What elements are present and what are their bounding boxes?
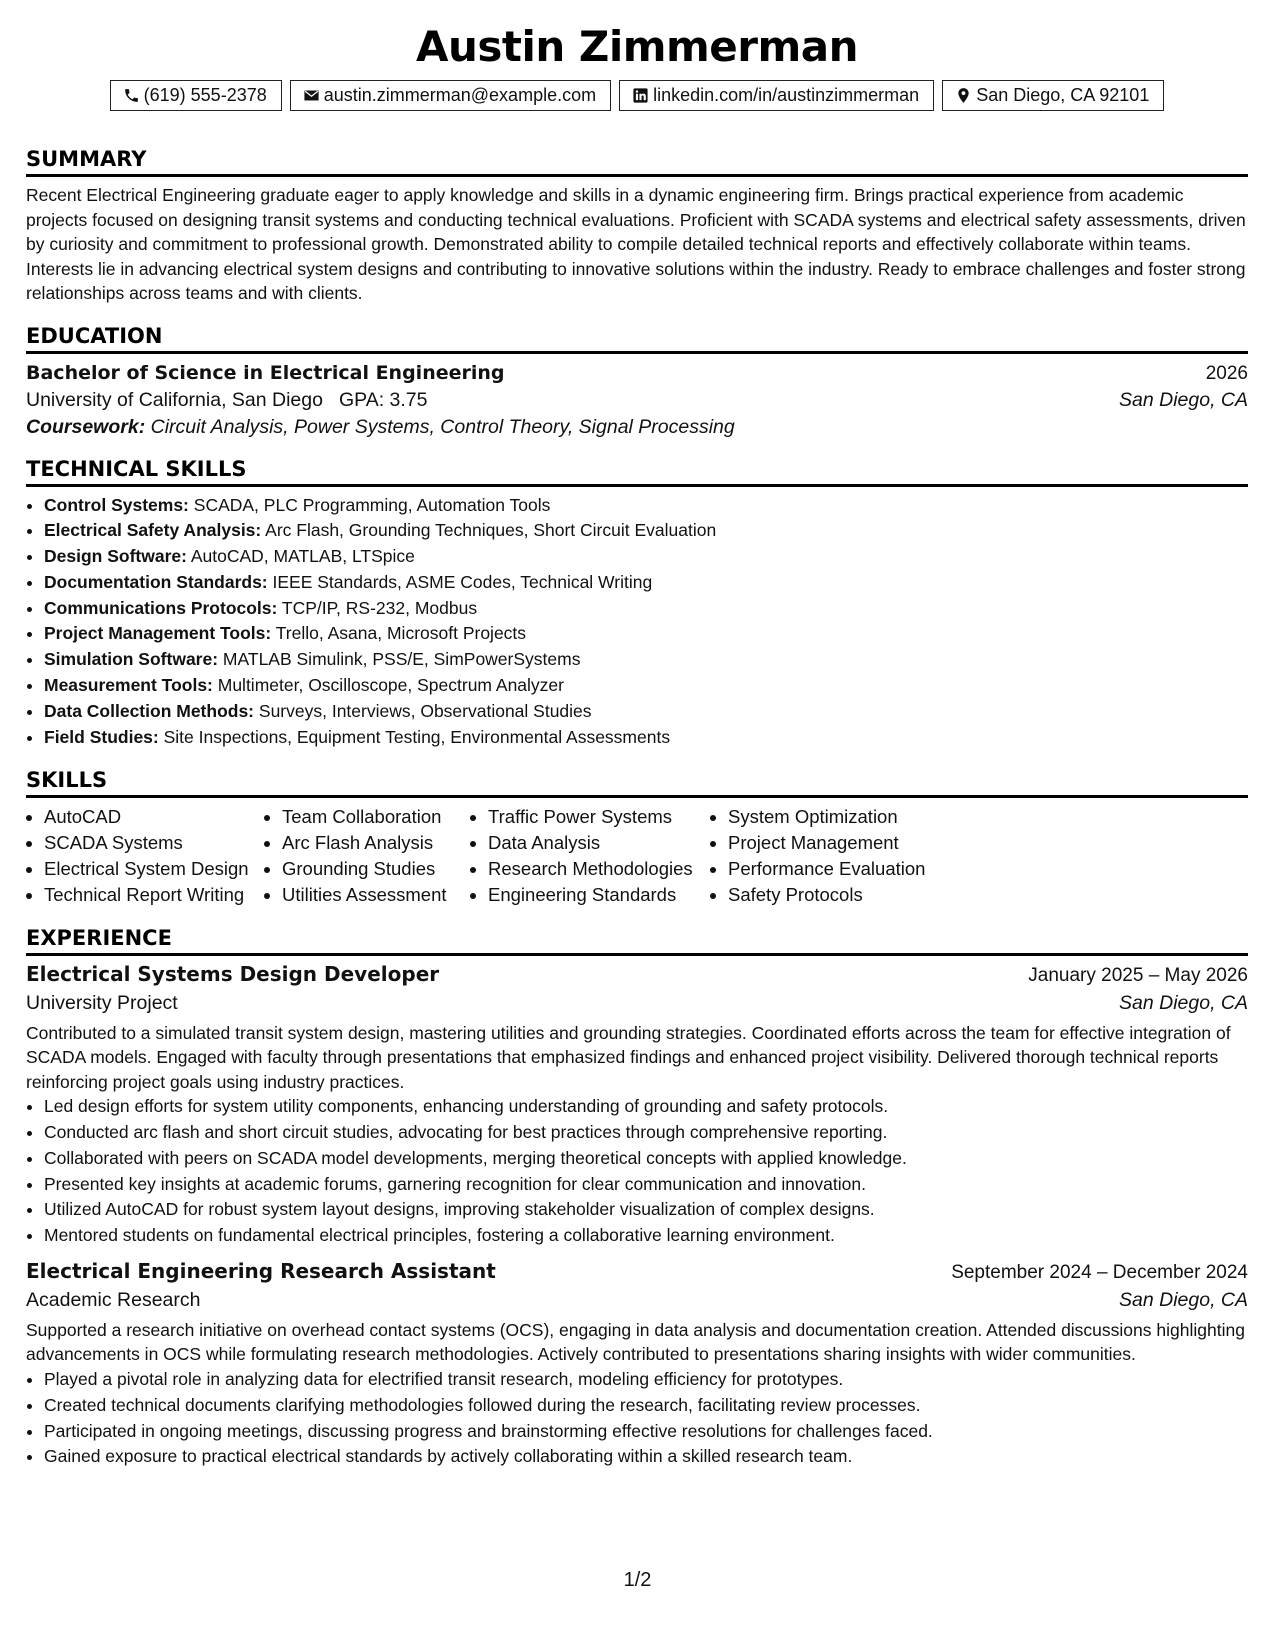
section-title-education: EDUCATION [26, 324, 1248, 354]
list-item: • Utilities Assessment [282, 882, 470, 908]
map-marker-icon [955, 87, 972, 104]
location-text: San Diego, CA 92101 [976, 85, 1150, 105]
phone-icon [123, 87, 140, 104]
job-bullets [26, 1367, 1248, 1470]
phone-text: (619) 555-2378 [143, 85, 267, 105]
list-item: • Created technical documents clarifying methodologies followed during the research, facilitating review processes. [44, 1393, 1248, 1419]
technical-skills-list [26, 493, 1248, 751]
resume-page [26, 18, 1248, 1470]
list-item: • Field Studies: Site Inspections, Equipment Testing, Environmental Assessments [44, 725, 1248, 751]
coursework-list: Circuit Analysis, Power Systems, Control Theory, Signal Processing [150, 415, 735, 438]
list-item: • Communications Protocols: TCP/IP, RS-232, Modbus [44, 596, 1248, 622]
graduation-year: 2026 [1205, 362, 1248, 384]
job-dates: January 2025 – May 2026 [1028, 964, 1248, 986]
school-location: San Diego, CA [1119, 388, 1248, 411]
list-item: • Gained exposure to practical electrical standards by actively collaborating within a skilled research team. [44, 1444, 1248, 1470]
list-item: • Technical Report Writing [44, 882, 264, 908]
school-name: University of California, San Diego [26, 388, 323, 411]
envelope-icon [303, 87, 320, 104]
list-item: • Performance Evaluation [728, 856, 988, 882]
gpa: GPA: 3.75 [338, 388, 428, 411]
list-item: • Collaborated with peers on SCADA model developments, merging theoretical concepts with applied knowledge. [44, 1146, 1248, 1172]
education-school-row [26, 389, 1248, 412]
section-title-experience: EXPERIENCE [26, 926, 1248, 956]
list-item: • Mentored students on fundamental electrical principles, fostering a collaborative learning environment. [44, 1223, 1248, 1249]
job-org-row [26, 992, 1248, 1015]
list-item: • Utilized AutoCAD for robust system layout designs, improving stakeholder visualization of complex designs. [44, 1197, 1248, 1223]
summary-text: Recent Electrical Engineering graduate eager to apply knowledge and skills in a dynamic engineering firm. Brings practical experience from academic projects focused on designing transit systems and conducting technical evaluations. Proficient with SCADA systems and electrical safety assessments, driven by curiosity and commitment to professional growth. Demonstrated ability to compile detailed technical reports and effectively collaborate within teams. Interests lie in advancing electrical system designs and contributing to innovative solutions within the industry. Ready to embrace challenges and foster strong relationships across teams and with clients. [26, 185, 1246, 303]
skills-grid [26, 804, 1248, 907]
job-description: Contributed to a simulated transit system design, mastering utilities and grounding strategies. Coordinated efforts across the team for effective integration of SCADA models. Engaged with faculty through presentations that emphasized findings and enhanced project visibility. Delivered thorough technical reports reinforcing project goals using industry practices. [26, 1022, 1231, 1092]
list-item: • Project Management [728, 830, 988, 856]
list-item: • Research Methodologies [488, 856, 710, 882]
job-header-row [26, 962, 1248, 987]
list-item: • Grounding Studies [282, 856, 470, 882]
list-item: • Project Management Tools: Trello, Asana, Microsoft Projects [44, 621, 1248, 647]
degree-title: Bachelor of Science in Electrical Engineering [26, 361, 505, 384]
job-entry [26, 962, 1248, 1249]
contact-email[interactable] [290, 80, 611, 111]
list-item: • Electrical System Design [44, 856, 264, 882]
job-org-row [26, 1289, 1248, 1312]
skills-column [26, 804, 264, 907]
list-item: • Traffic Power Systems [488, 804, 710, 830]
page-number: 1/2 [623, 1569, 652, 1591]
section-title-technical-skills: TECHNICAL SKILLS [26, 457, 1248, 487]
education-section [26, 324, 1248, 439]
list-item: • Data Analysis [488, 830, 710, 856]
list-item: • Design Software: AutoCAD, MATLAB, LTSpice [44, 544, 1248, 570]
job-organization: Academic Research [26, 1288, 201, 1311]
job-entry [26, 1259, 1248, 1470]
contact-linkedin[interactable] [619, 80, 934, 111]
list-item: • Electrical Safety Analysis: Arc Flash, Grounding Techniques, Short Circuit Evaluation [44, 518, 1248, 544]
list-item: • Arc Flash Analysis [282, 830, 470, 856]
job-organization: University Project [26, 991, 178, 1014]
coursework-label: Coursework: [26, 415, 146, 438]
summary-section [26, 147, 1248, 306]
contact-bar [26, 80, 1248, 111]
linkedin-text: linkedin.com/in/austinzimmerman [653, 85, 920, 105]
list-item: • Played a pivotal role in analyzing data for electrified transit research, modeling efficiency for prototypes. [44, 1367, 1248, 1393]
list-item: • Data Collection Methods: Surveys, Interviews, Observational Studies [44, 699, 1248, 725]
list-item: • Conducted arc flash and short circuit studies, advocating for best practices through comprehensive reporting. [44, 1120, 1248, 1146]
list-item: • Documentation Standards: IEEE Standards, ASME Codes, Technical Writing [44, 570, 1248, 596]
list-item: • Simulation Software: MATLAB Simulink, PSS/E, SimPowerSystems [44, 647, 1248, 673]
list-item: • SCADA Systems [44, 830, 264, 856]
contact-phone [110, 80, 282, 111]
job-location: San Diego, CA [1119, 1288, 1248, 1311]
email-text: austin.zimmerman@example.com [323, 85, 597, 105]
linkedin-icon [632, 87, 649, 104]
job-title: Electrical Systems Design Developer [26, 961, 440, 986]
list-item: • AutoCAD [44, 804, 264, 830]
education-header-row [26, 362, 1248, 385]
list-item: • Presented key insights at academic forums, garnering recognition for clear communication and innovation. [44, 1172, 1248, 1198]
job-description: Supported a research initiative on overhead contact systems (OCS), engaging in data analysis and documentation creation. Attended discussions highlighting advancements in OCS while formulating research methodologies. Actively contributed to presentations sharing insights with wider communities. [26, 1319, 1245, 1365]
job-dates: September 2024 – December 2024 [951, 1261, 1248, 1283]
section-title-skills: SKILLS [26, 768, 1248, 798]
list-item: • Led design efforts for system utility components, enhancing understanding of grounding and safety protocols. [44, 1094, 1248, 1120]
job-bullets [26, 1094, 1248, 1249]
job-header-row [26, 1259, 1248, 1284]
experience-section [26, 926, 1248, 1470]
contact-location [942, 80, 1164, 111]
list-item: • Team Collaboration [282, 804, 470, 830]
job-title: Electrical Engineering Research Assistant [26, 1258, 496, 1283]
list-item: • System Optimization [728, 804, 988, 830]
list-item: • Measurement Tools: Multimeter, Oscilloscope, Spectrum Analyzer [44, 673, 1248, 699]
job-location: San Diego, CA [1119, 991, 1248, 1014]
list-item: • Safety Protocols [728, 882, 988, 908]
list-item: • Control Systems: SCADA, PLC Programming, Automation Tools [44, 493, 1248, 519]
skills-column [710, 804, 988, 907]
candidate-name: Austin Zimmerman [416, 22, 858, 71]
technical-skills-section [26, 457, 1248, 751]
skills-column [470, 804, 710, 907]
coursework [26, 416, 1248, 439]
list-item: • Participated in ongoing meetings, discussing progress and brainstorming effective resolutions for challenges faced. [44, 1419, 1248, 1445]
skills-column [264, 804, 470, 907]
list-item: • Engineering Standards [488, 882, 710, 908]
skills-section [26, 768, 1248, 907]
section-title-summary: SUMMARY [26, 147, 1248, 177]
